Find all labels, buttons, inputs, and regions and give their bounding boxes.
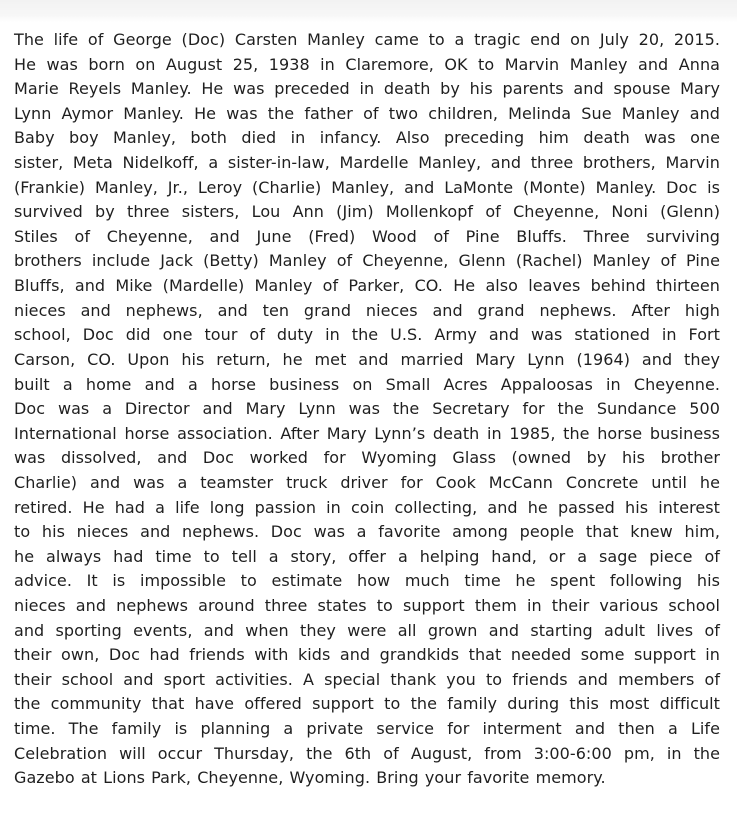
text-line: Carson, CO. Upon his return, he met and married Mary Lynn (1964) and they bbox=[14, 349, 720, 369]
text-line: he always had time to tell a story, offer a helping hand, or a sage piece of bbox=[14, 546, 720, 566]
text-line: and sporting events, and when they were all grown and starting adult lives of bbox=[14, 620, 720, 640]
document-page bbox=[0, 22, 737, 825]
text-line: retired. He had a life long passion in coin collecting, and he passed his interest bbox=[14, 497, 720, 517]
text-line: brothers include Jack (Betty) Manley of Cheyenne, Glenn (Rachel) Manley of Pine bbox=[14, 251, 720, 271]
text-line: nieces and nephews around three states to support them in their various school bbox=[14, 596, 720, 616]
text-line: sister, Meta Nidelkoff, a sister-in-law, Mardelle Manley, and three brothers, Marvin bbox=[14, 153, 720, 173]
text-line: The life of George (Doc) Carsten Manley came to a tragic end on July 20, 2015. bbox=[14, 30, 720, 49]
text-line: He was born on August 25, 1938 in Claremore, OK to Marvin Manley and Anna bbox=[14, 54, 720, 74]
text-line: Bluffs, and Mike (Mardelle) Manley of Parker, CO. He also leaves behind thirteen bbox=[14, 276, 720, 296]
text-line: advice. It is impossible to estimate how much time he spent following his bbox=[14, 571, 720, 591]
obituary-text bbox=[14, 28, 720, 791]
text-line: school, Doc did one tour of duty in the U.S. Army and was stationed in Fort bbox=[14, 325, 720, 345]
text-line: their school and sport activities. A special thank you to friends and members of bbox=[14, 669, 720, 689]
text-line: time. The family is planning a private service for interment and then a Life bbox=[14, 719, 720, 739]
text-line: Baby boy Manley, both died in infancy. Also preceding him death was one bbox=[14, 128, 720, 148]
text-line: the community that have offered support to the family during this most difficult bbox=[14, 694, 720, 714]
text-line: was dissolved, and Doc worked for Wyoming Glass (owned by his brother bbox=[14, 448, 720, 468]
text-line: Doc was a Director and Mary Lynn was the Secretary for the Sundance 500 bbox=[14, 399, 720, 419]
text-line: Charlie) and was a teamster truck driver for Cook McCann Concrete until he bbox=[14, 472, 720, 492]
text-line: Celebration will occur Thursday, the 6th of August, from 3:00-6:00 pm, in the bbox=[14, 743, 720, 763]
text-line: to his nieces and nephews. Doc was a favorite among people that knew him, bbox=[14, 522, 720, 542]
text-line: Gazebo at Lions Park, Cheyenne, Wyoming. Bring your favorite memory. bbox=[14, 768, 606, 788]
text-line: Stiles of Cheyenne, and June (Fred) Wood of Pine Bluffs. Three surviving bbox=[14, 226, 720, 246]
text-line: Marie Reyels Manley. He was preceded in death by his parents and spouse Mary bbox=[14, 79, 720, 99]
text-line: nieces and nephews, and ten grand nieces and grand nephews. After high bbox=[14, 300, 720, 320]
text-line: survived by three sisters, Lou Ann (Jim) Mollenkopf of Cheyenne, Noni (Glenn) bbox=[14, 202, 720, 222]
text-line: their own, Doc had friends with kids and grandkids that needed some support in bbox=[14, 645, 720, 665]
text-line: (Frankie) Manley, Jr., Leroy (Charlie) Manley, and LaMonte (Monte) Manley. Doc is bbox=[14, 177, 720, 197]
text-line: Lynn Aymor Manley. He was the father of two children, Melinda Sue Manley and bbox=[14, 103, 720, 123]
top-edge-shadow bbox=[0, 0, 737, 22]
text-line: built a home and a horse business on Small Acres Appaloosas in Cheyenne. bbox=[14, 374, 720, 394]
text-line: International horse association. After Mary Lynn’s death in 1985, the horse business bbox=[14, 423, 720, 443]
